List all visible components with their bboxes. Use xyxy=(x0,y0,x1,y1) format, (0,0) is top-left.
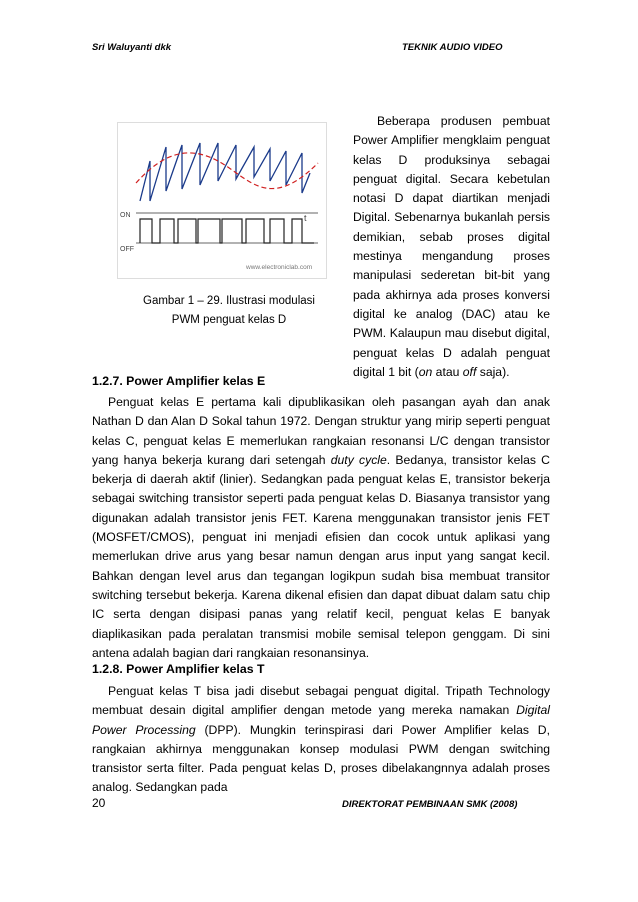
section-e-emphasis: duty cycle xyxy=(330,452,387,467)
section-t-text: Penguat kelas T bisa jadi disebut sebagai penguat digital. Tripath Technology membuat desain digital amplifier dengan metode yang mereka namakan xyxy=(92,684,550,718)
label-on: ON xyxy=(120,212,131,219)
caption-line-1: Gambar 1 – 29. Ilustrasi modulasi xyxy=(143,295,315,307)
figure-watermark: www.electroniclab.com xyxy=(246,264,313,271)
page-number: 20 xyxy=(92,796,106,810)
section-t-text-rest: (DPP). Mungkin terinspirasi dari Power Amplifier kelas D, rangkaian akhirnya menggunakan konsep modulasi PWM dengan switching transistor serta filter. Pada penguat kelas D, proses dibelakangnnya adalah proses analog. Sedangkan pada xyxy=(92,722,550,795)
section-t-title: 1.2.8. Power Amplifier kelas T xyxy=(92,662,265,676)
section-e-body xyxy=(92,393,550,663)
sawtooth-wave xyxy=(140,143,310,201)
section-e-text: Penguat kelas E pertama kali dipublikasikan oleh pasangan ayah dan anak Nathan D dan Alan D Sokal tahun 1972. Dengan struktur yang mirip seperti penguat kelas C, penguat kelas E memerlukan rangkaian resonansi L/C dengan transistor yang hanya bekerja kurang dari setengah xyxy=(92,395,550,467)
intro-paragraph-column xyxy=(353,112,550,382)
figure-caption xyxy=(117,292,341,330)
label-t: t xyxy=(304,213,307,223)
pwm-pulse-train xyxy=(140,219,314,243)
intro-text: Beberapa produsen pembuat Power Amplifier mengklaim penguat kelas D produksinya sebagai penguat digital. Secara kebetulan notasi D dapat diartikan menjadi Digital. Sebenarnya bukanlah persis demikian, sebab proses digital mestinya mengandung proses manipulasi sederetan bit-bit yang pada akhirnya ada proses konversi digital ke analog (DAC) atau ke PWM. Kalaupun mau disebut digital, penguat kelas D adalah penguat digital 1 bit ( xyxy=(353,114,550,379)
footer-publisher: DIREKTORAT PEMBINAAN SMK (2008) xyxy=(342,799,518,810)
intro-after: saja). xyxy=(476,364,510,379)
section-e-title: 1.2.7. Power Amplifier kelas E xyxy=(92,374,266,388)
section-t-body xyxy=(92,682,550,798)
pwm-waveform-illustration xyxy=(118,123,326,278)
intro-on: on xyxy=(418,364,433,379)
section-t-paragraph xyxy=(92,682,550,798)
section-t-emphasis: Digital Power Processing xyxy=(92,703,550,737)
intro-paragraph xyxy=(353,112,550,382)
intro-mid: atau xyxy=(432,364,463,379)
section-e-text-rest: . Bedanya, transistor kelas C bekerja di daerah aktif (linier). Sedangkan pada penguat kelas E, transistor bekerja sebagai switching transistor seperti pada penguat kelas D. Biasanya transistor yang digunakan adalah transistor jenis FET. Karena menggunakan transistor jenis FET (MOSFET/CMOS), penguat ini menjadi efisien dan cocok untuk aplikasi yang memerlukan drive arus yang besar namun dengan arus input yang sangat kecil. Bahkan dengan level arus dan tegangan logikpun sudah bisa membuat transitor switching tersebut bekerja. Karena dikenal efisien dan dapat dibuat dalam satu chip IC serta dengan disipasi panas yang relatif kecil, penguat kelas E banyak diaplikasikan pada peralatan transmisi mobile semisal telepon genggam. Di sini antena adalah bagian dari rangkaian resonansinya. xyxy=(92,452,550,660)
label-off: OFF xyxy=(120,246,134,253)
intro-off: off xyxy=(462,364,477,379)
section-e-paragraph xyxy=(92,393,550,663)
header-author: Sri Waluyanti dkk xyxy=(92,42,172,53)
pwm-figure xyxy=(117,122,327,279)
header-title: TEKNIK AUDIO VIDEO xyxy=(402,42,503,53)
caption-line-2: PWM penguat kelas D xyxy=(171,314,287,326)
